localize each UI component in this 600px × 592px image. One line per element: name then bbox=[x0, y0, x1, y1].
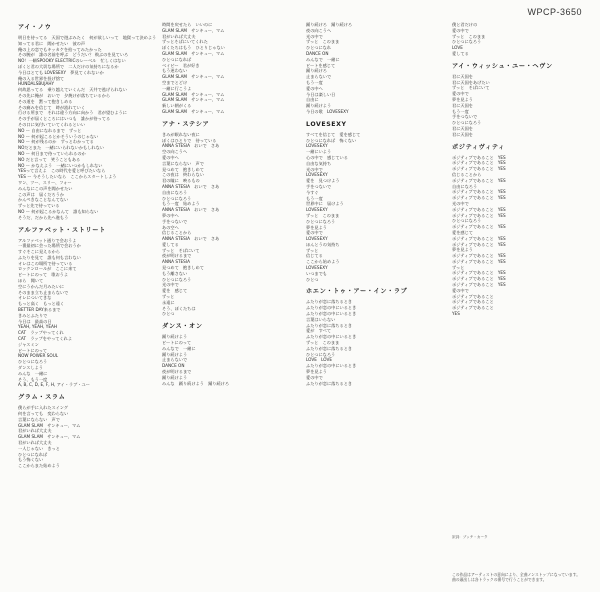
catalog-number: WPCP-3650 bbox=[527, 7, 582, 17]
lyric-line: ビートを感じて bbox=[306, 62, 336, 68]
lyric-line: ポジティブであること YES bbox=[452, 282, 506, 288]
song-block bbox=[306, 22, 446, 115]
lyric-line: ポジティブであること YES bbox=[452, 166, 506, 172]
lyric-line: ダンスしよう bbox=[18, 365, 44, 371]
lyric-line: 俺の上の恋でもキッカケを拾ってみたかった bbox=[18, 46, 102, 52]
lyric-line: ずっと bbox=[162, 294, 175, 300]
translator-credit: 訳詞：ブッチ・カーク bbox=[452, 535, 488, 539]
lyric-line: ポジティブであること YES bbox=[452, 195, 506, 201]
lyric-line: 言葉はいらない bbox=[306, 316, 336, 322]
lyric-line: 新しい朝がくる bbox=[162, 103, 192, 109]
lyric-line: そうだ、だから先へ進もう bbox=[18, 214, 69, 220]
lyric-line: そう、ぼくたちは bbox=[162, 305, 196, 311]
lyric-line: CAT ラップやってくれ bbox=[18, 330, 64, 336]
lyric-line: 夢を見よう bbox=[452, 96, 473, 102]
lyric-line: 愛を感じて bbox=[452, 229, 473, 235]
lyric-line: 夜の向こうへ bbox=[306, 27, 332, 33]
lyric-line: 君に天国を bbox=[452, 125, 473, 131]
lyric-line: ワン、ツー、スリー、フォー bbox=[18, 179, 72, 185]
lyric-line: みんな 踊り続けよう 踊り続けろ bbox=[162, 380, 230, 386]
lyric-line: 踊り続けろ bbox=[306, 68, 327, 74]
song-title: アナ・ステシア bbox=[162, 120, 210, 128]
lyrics-column-4 bbox=[452, 22, 588, 323]
lyric-line: 信じてる bbox=[306, 253, 323, 259]
lyric-line: ふたりが恋の中にいるとき bbox=[306, 334, 357, 340]
song-title: LOVESEXY bbox=[306, 120, 347, 128]
lyric-line: 一緒に行こうよ bbox=[162, 85, 192, 91]
lyric-line: GLAM SLAM サンキュー、マム bbox=[18, 434, 81, 440]
lyric-line: ロックンロールが ここに来て bbox=[18, 266, 77, 272]
lyric-line: 君に天国をあげたい bbox=[452, 79, 490, 85]
lyric-line: GLAM SLAM サンキュー、マム bbox=[162, 74, 225, 80]
lyric-line: 言葉にならない 声で bbox=[18, 416, 60, 422]
lyric-line: ひとつになろう bbox=[452, 218, 482, 224]
lyric-line: ポジティブであること YES bbox=[452, 253, 506, 259]
lyric-line: GLAM SLAM サンキュー、マム bbox=[162, 27, 225, 33]
lyric-line: 手をつないで bbox=[306, 183, 332, 189]
lyric-line: ポジティブであること YES bbox=[452, 177, 506, 183]
lyric-line: 君に天国を bbox=[452, 73, 473, 79]
lyric-line: ポジティブであること YES bbox=[452, 270, 506, 276]
lyric-line: 知ってる君に 聞かせたい 彼の声 bbox=[18, 40, 86, 46]
lyric-line: 僕と君だけの bbox=[452, 22, 478, 27]
lyric-line: 世界中に 届けよう bbox=[306, 201, 344, 207]
lyric-line: 愛してる bbox=[452, 50, 469, 56]
lyric-line: ひとつになれば bbox=[162, 56, 192, 62]
song-title: ホエン・トゥ・アー・イン・ラブ bbox=[306, 288, 408, 296]
lyric-line: 君がいれば大丈夫 bbox=[18, 428, 52, 434]
lyric-line: 踊り続けよう bbox=[162, 351, 188, 357]
lyric-line: ずっと このまま bbox=[306, 39, 340, 45]
lyric-line: もう迷わない bbox=[162, 68, 188, 74]
lyric-line: 言葉にならない 声で bbox=[162, 160, 204, 166]
lyric-line: アルファベット通りで会おうよ bbox=[18, 237, 77, 243]
lyric-line: 愛の中へ bbox=[162, 154, 179, 160]
lyric-line: GLAM SLAM サンキュー、マム bbox=[162, 91, 225, 97]
song-title: グラム・スラム bbox=[18, 394, 66, 402]
lyric-line: NO ー 何日まで待っていられるのか bbox=[18, 150, 86, 156]
lyric-line: ひとつになれば bbox=[18, 451, 48, 457]
lyric-line: 夜が明けるまで bbox=[162, 253, 192, 259]
lyric-line: NO！一瞬SPOOKY ELECTRICのレーベル 忙しくはない bbox=[18, 58, 126, 64]
lyric-line: ずっと このまま bbox=[306, 340, 340, 346]
lyric-line: 何故思ってる 乗り越えていくんだ 天井で逃げられない bbox=[18, 87, 127, 93]
lyric-line: 自由になろう bbox=[452, 183, 478, 189]
lyric-line: ANNA STESIA おいで さあ bbox=[162, 236, 220, 242]
lyric-line: 夢を見よう bbox=[306, 224, 327, 230]
lyric-line: その手が届くところにはいつも 誰かが待ってる bbox=[18, 116, 111, 122]
lyric-line: 空にうかんだ月みたいに bbox=[18, 283, 65, 289]
lyric-line: いつまでも bbox=[306, 270, 327, 276]
lyric-line: NO ー 自由になれるまで ずっと bbox=[18, 127, 82, 133]
lyric-line: すぐそこに見えるから bbox=[18, 249, 60, 255]
lyric-line: 愛の中で bbox=[452, 287, 469, 293]
lyric-line: ふたりが恋に落ちるとき bbox=[306, 380, 353, 386]
lyric-line: 今日はとても LOVESEXY 夢見てくれないか bbox=[18, 69, 104, 75]
lyric-line: この夜は 終わらない bbox=[162, 172, 204, 178]
lyric-line: NO ー 何が起こるかなんて 誰も知らない bbox=[18, 208, 99, 214]
song-title: アイ・ウィッシュ・ユー・ヘヴン bbox=[452, 62, 553, 70]
lyric-line: 光の中で bbox=[306, 33, 323, 39]
lyric-line: ずっと このまま bbox=[452, 33, 486, 39]
lyric-line: すべてを信じて 愛を感じて bbox=[306, 131, 361, 137]
lyric-line: 時間を戻せたら いいのに bbox=[162, 22, 213, 27]
lyric-line: ジャスミン bbox=[18, 341, 39, 347]
lyric-line: ほら 聞いて bbox=[18, 278, 44, 284]
lyric-line: 君に天国を bbox=[452, 102, 473, 108]
song-block bbox=[452, 22, 588, 57]
lyric-line: 愛の中で bbox=[452, 27, 469, 33]
song-title: アルファベット・ストリート bbox=[18, 226, 106, 234]
lyric-line: GLAM SLAM サンキュー、マム bbox=[18, 422, 81, 428]
lyric-line: ビートにのって bbox=[162, 340, 192, 346]
lyric-line: もう一度 始めよう bbox=[162, 201, 200, 207]
song-block bbox=[452, 63, 588, 138]
lyric-line: 止まらないで bbox=[162, 357, 188, 363]
lyric-line: ずっと そばにいて bbox=[162, 247, 200, 253]
lyric-line: ポジティブであること YES bbox=[452, 212, 506, 218]
lyric-line: もう一度 bbox=[306, 195, 323, 201]
notice bbox=[452, 572, 588, 582]
lyric-line: 空までとどけ bbox=[162, 79, 188, 85]
lyric-line: NOW POWER SOUL bbox=[18, 353, 59, 359]
lyric-line: 光の中で bbox=[306, 166, 323, 172]
lyric-line: 明日を待ってる 天国で遊ぶみたく 何が欲しいって 地獄って決めよう bbox=[18, 35, 157, 40]
lyric-line: 愛の中へ bbox=[306, 85, 323, 91]
lyric-line: その腕が 誰の名前を呼ぶ どうだい？ 飛ぶのを見ていろ bbox=[18, 52, 129, 58]
lyrics-column-2 bbox=[162, 22, 302, 392]
song-block bbox=[18, 394, 158, 469]
lyric-line: ずっとそばにいてくれた bbox=[162, 39, 208, 45]
lyric-line: 今日の歌 LOVESEXY bbox=[306, 108, 349, 114]
lyric-line: 今すぐ bbox=[306, 189, 319, 195]
lyric-line: その口に気付いていてくれるといい bbox=[18, 121, 86, 127]
lyric-line: 愛を 見つけよう bbox=[306, 178, 340, 184]
lyric-line: ふたりが恋の中にいるとき bbox=[306, 311, 357, 317]
lyric-line: HUNDALSBUJAHY bbox=[18, 81, 55, 87]
lyric-line: ポジティブであること YES bbox=[452, 258, 506, 264]
song-title: アイ・ノウ bbox=[18, 24, 52, 31]
lyric-line: ひとつになろう bbox=[452, 39, 482, 45]
lyric-line: ポジティブであること bbox=[452, 305, 494, 311]
lyric-line: もう怖くない bbox=[18, 457, 44, 463]
song-block bbox=[452, 144, 588, 317]
lyric-line: きみとふたりで bbox=[18, 312, 48, 318]
lyric-line: ふたりが恋に落ちるとき bbox=[306, 322, 353, 328]
lyric-line: ずっと先で待っている bbox=[18, 203, 60, 209]
lyric-line: ずっと bbox=[306, 247, 319, 253]
lyric-line: 踊り続けよう bbox=[162, 334, 188, 340]
lyric-line: ANNA STESIA おいで さあ bbox=[162, 207, 220, 213]
lyric-line: 光の中で bbox=[452, 200, 469, 206]
lyric-line: DANCE ON bbox=[306, 50, 329, 56]
lyric-line: ベイビー 君が好き bbox=[162, 62, 200, 68]
lyric-line: みんな 一緒に bbox=[18, 370, 48, 376]
lyric-line: LOVESEXY bbox=[306, 265, 328, 271]
lyric-line: ポジティブであること YES bbox=[452, 235, 506, 241]
lyric-line: 信じることから bbox=[162, 230, 192, 236]
lyric-line: ふたりが恋の中にいるとき bbox=[306, 363, 357, 369]
lyric-line: そのまま立ち止まらないで bbox=[18, 289, 69, 295]
lyric-line: GLAM SLAM サンキュー、マム bbox=[162, 97, 225, 103]
lyric-line: ひとつになれ bbox=[306, 45, 332, 51]
lyric-line: ポジティブであること YES bbox=[452, 160, 506, 166]
song-block bbox=[18, 24, 158, 221]
song-block bbox=[306, 121, 446, 283]
lyric-line: 信じることから bbox=[452, 171, 482, 177]
lyric-line: 心の中で 感じている bbox=[306, 154, 348, 160]
lyric-line: DANCE ON bbox=[162, 363, 185, 369]
lyric-line: 見つめて 抱きしめて bbox=[162, 265, 204, 271]
lyric-line: 見つめて 抱きしめて bbox=[162, 166, 204, 172]
lyric-line: YEAH, YEAH, YEAH bbox=[18, 324, 57, 330]
song-block bbox=[162, 323, 302, 386]
lyric-line: 一番最初に会った場所で会おうか bbox=[18, 243, 81, 249]
lyric-line: ANNA STESIA bbox=[162, 259, 190, 265]
lyric-line: ひとつになろう bbox=[452, 120, 482, 126]
lyric-line: LOVESEXY bbox=[306, 172, 328, 178]
lyric-line: そう、もう一度 bbox=[18, 376, 48, 382]
lyric-line: みんなで 一緒に bbox=[162, 345, 196, 351]
lyric-line: 行ける所まで それは違う方向に向かう 君が望むように bbox=[18, 110, 127, 116]
lyric-line: ひとつになれば 怖くない bbox=[306, 137, 357, 143]
lyric-line: 僕らが手に入れたスイング bbox=[18, 405, 69, 411]
lyric-line: 自由になろう bbox=[162, 189, 188, 195]
lyric-line: ビートにのって bbox=[18, 347, 48, 353]
lyric-line: ひとつになろう bbox=[162, 276, 192, 282]
lyric-line: 自由な気持ち bbox=[306, 160, 332, 166]
lyric-line: その痛みを信じて 時が流れていく bbox=[18, 104, 86, 110]
lyric-line: LOVESEXY bbox=[306, 236, 328, 242]
lyric-line: 踊り続けろ 踊り続けろ bbox=[306, 22, 353, 27]
lyric-line: ビートにのって 歌おうよ bbox=[18, 272, 69, 278]
lyric-line: ひとつ bbox=[306, 276, 319, 282]
lyric-line: ずっと このまま bbox=[306, 212, 340, 218]
lyric-line: もう一度 bbox=[306, 79, 323, 85]
lyric-line: YESって言えよ この時代を愛と呼びたいなら bbox=[18, 168, 106, 174]
lyric-line: あの空へ bbox=[162, 224, 179, 230]
lyric-line: ポジティブであること YES bbox=[452, 189, 506, 195]
lyric-line: 夜が明けるまで bbox=[162, 369, 192, 375]
notice-line: 曲の頭出しは各トラックの番号で行うことができます。 bbox=[452, 576, 547, 582]
lyric-line: ひとつになろう bbox=[306, 351, 336, 357]
lyric-line: オレについてきな bbox=[18, 295, 52, 301]
lyric-line: 君の瞳に 映るもの bbox=[162, 178, 200, 184]
lyric-line: みんなで 一緒に bbox=[306, 56, 340, 62]
song-title: ポジティヴィティ bbox=[452, 143, 505, 151]
lyric-line: A, B, C, D, E, F, H, アイ・ラブ・ユー bbox=[18, 382, 90, 388]
lyric-line: 愛の中で bbox=[306, 230, 323, 236]
lyric-line: NO だと言って 笑うこともある bbox=[18, 156, 81, 162]
lyric-line: 愛を 感じて bbox=[162, 288, 188, 294]
lyric-line: 俺の入る世界を投げ捨て bbox=[18, 75, 65, 81]
lyric-line: LOVE bbox=[452, 45, 463, 51]
lyric-line: ポジティブであること YES bbox=[452, 241, 506, 247]
lyric-line: ひとつ bbox=[162, 311, 175, 317]
lyric-line: みんなにこの声を聞かせたい bbox=[18, 185, 73, 191]
lyric-line: ポジティブであること YES bbox=[452, 154, 506, 160]
lyric-line: LOVE LOVE bbox=[306, 357, 333, 363]
lyric-line: 踊り続けよう bbox=[306, 103, 332, 109]
lyric-line: ほんとうの気持ち bbox=[306, 241, 340, 247]
song-block bbox=[162, 22, 302, 115]
lyric-line: 愛が すべて bbox=[306, 328, 332, 334]
lyric-line: 夢を見よう bbox=[452, 247, 473, 253]
lyric-line: 君に天国を bbox=[452, 131, 473, 137]
lyric-line: 光の中で bbox=[162, 282, 179, 288]
lyric-line: 今日は 最高の日 bbox=[18, 318, 52, 324]
lyric-line: ANNA STESIA おいで さあ bbox=[162, 183, 220, 189]
lyric-line: 夢を見よう bbox=[306, 369, 327, 375]
song-block bbox=[162, 121, 302, 318]
lyric-line: ポジティブであること YES bbox=[452, 224, 506, 230]
lyric-line: 踊り続けよう bbox=[162, 374, 188, 380]
lyric-line: 愛の中で bbox=[452, 91, 469, 97]
lyric-line: もう一度 bbox=[452, 108, 469, 114]
lyric-line: オレはこの場所で待っている bbox=[18, 260, 73, 266]
lyric-line: ポジティブであること bbox=[452, 299, 494, 305]
lyric-line: 何を言っても 変わらない bbox=[18, 411, 69, 417]
lyric-line: ぼくはひとりで 待っている bbox=[162, 137, 217, 143]
song-block bbox=[306, 288, 446, 386]
lyric-line: YES bbox=[452, 311, 460, 317]
lyric-line: 夢の中へ bbox=[162, 212, 179, 218]
lyric-line: その道を 黙って抱きしめる bbox=[18, 98, 73, 104]
lyric-line: ふたりが恋に落ちるとき bbox=[306, 299, 353, 305]
lyric-line: ふたりを見て 誰も何も言わない bbox=[18, 254, 81, 260]
lyric-line: その先に俺が おいで 夕焼けが落ちているから bbox=[18, 92, 111, 98]
lyric-line: ぼくたちはもう ひとりじゃない bbox=[162, 45, 225, 51]
lyric-line: 手をつないで bbox=[162, 218, 188, 224]
lyric-line: 止まらないで bbox=[306, 74, 332, 80]
lyric-line: NO ー 何が起こるとかそういうのじゃない bbox=[18, 133, 99, 139]
lyric-line: LOVESEXY bbox=[306, 207, 328, 213]
lyric-line: ひとつになろう bbox=[306, 218, 336, 224]
lyric-line: GLAM SLAM サンキュー、マム bbox=[162, 108, 225, 114]
song-block bbox=[18, 227, 158, 389]
lyric-line: ここからまた始めよう bbox=[18, 463, 60, 469]
lyric-line: ひとつになろう bbox=[18, 359, 48, 365]
lyric-line: ぼくと君の大切な場所で 二人だけの気持ちになるか bbox=[18, 63, 119, 69]
lyric-line: LOVESEXY bbox=[306, 143, 328, 149]
lyric-line: この声は 届くだろうか bbox=[18, 191, 65, 197]
lyric-line: 空の向こうへ bbox=[162, 149, 188, 155]
lyric-line: 愛してる bbox=[162, 241, 179, 247]
lyric-line: もっと高く もっと遠く bbox=[18, 301, 65, 307]
lyric-line: 君がいれば大丈夫 bbox=[162, 33, 196, 39]
lyric-line: ANNA STESIA おいで さあ bbox=[162, 143, 220, 149]
lyric-line: ポジティブであること bbox=[452, 293, 494, 299]
lyric-line: 永遠に bbox=[162, 299, 175, 305]
lyric-line: 君がいれば大丈夫 bbox=[18, 440, 52, 445]
lyric-line: NOだとまた 一緒にいられないかもしれない bbox=[18, 145, 104, 151]
lyric-line: ふたりが恋の中にいるとき bbox=[306, 305, 357, 311]
lyric-line: NO ー かなえよう 一緒にいつかもしれない bbox=[18, 162, 103, 168]
lyric-line: BETTER DAY来るまで bbox=[18, 307, 61, 313]
lyric-line: もう離さない bbox=[162, 270, 188, 276]
lyric-line: 今日は楽しい日 bbox=[306, 91, 336, 97]
lyric-line: ふたりが恋に落ちるとき bbox=[306, 345, 353, 351]
lyric-line: 一人じゃない きっと bbox=[18, 445, 60, 451]
lyric-line: ポジティブであること YES bbox=[452, 206, 506, 212]
lyric-line: 愛の中で bbox=[306, 374, 323, 380]
lyric-line: CAT ラップをやってくれよ bbox=[18, 336, 73, 342]
lyric-line: きみが眠れない夜に bbox=[162, 131, 200, 137]
lyric-line: かんぺきなことなんてない bbox=[18, 197, 69, 203]
lyrics-column-3 bbox=[306, 22, 446, 392]
lyric-line: ここから始めよう bbox=[306, 259, 340, 265]
lyric-line: ずっと bbox=[452, 264, 465, 270]
lyric-line: ひとつになろう bbox=[162, 195, 192, 201]
lyric-line: GLAM SLAM サンキュー、マム bbox=[162, 50, 225, 56]
lyrics-column-1 bbox=[18, 22, 158, 475]
lyric-line: NO ー 何が残るのか ずっとわかってる bbox=[18, 139, 94, 145]
lyric-line: 手をつないで bbox=[452, 114, 478, 120]
lyric-line: ポジティブであること YES bbox=[452, 276, 506, 282]
lyric-line: 自由に bbox=[306, 97, 319, 103]
notice-line: この作品はアーティストの意向により、全曲ノンストップになっています。 bbox=[452, 571, 580, 577]
lyric-line: ずっと そばにいて bbox=[452, 85, 490, 91]
song-title: ダンス・オン bbox=[162, 323, 203, 331]
lyric-line: 一緒にいよう bbox=[306, 149, 332, 155]
lyric-line: YES ー 今そうしたいなら ここからスタートしよう bbox=[18, 174, 117, 180]
